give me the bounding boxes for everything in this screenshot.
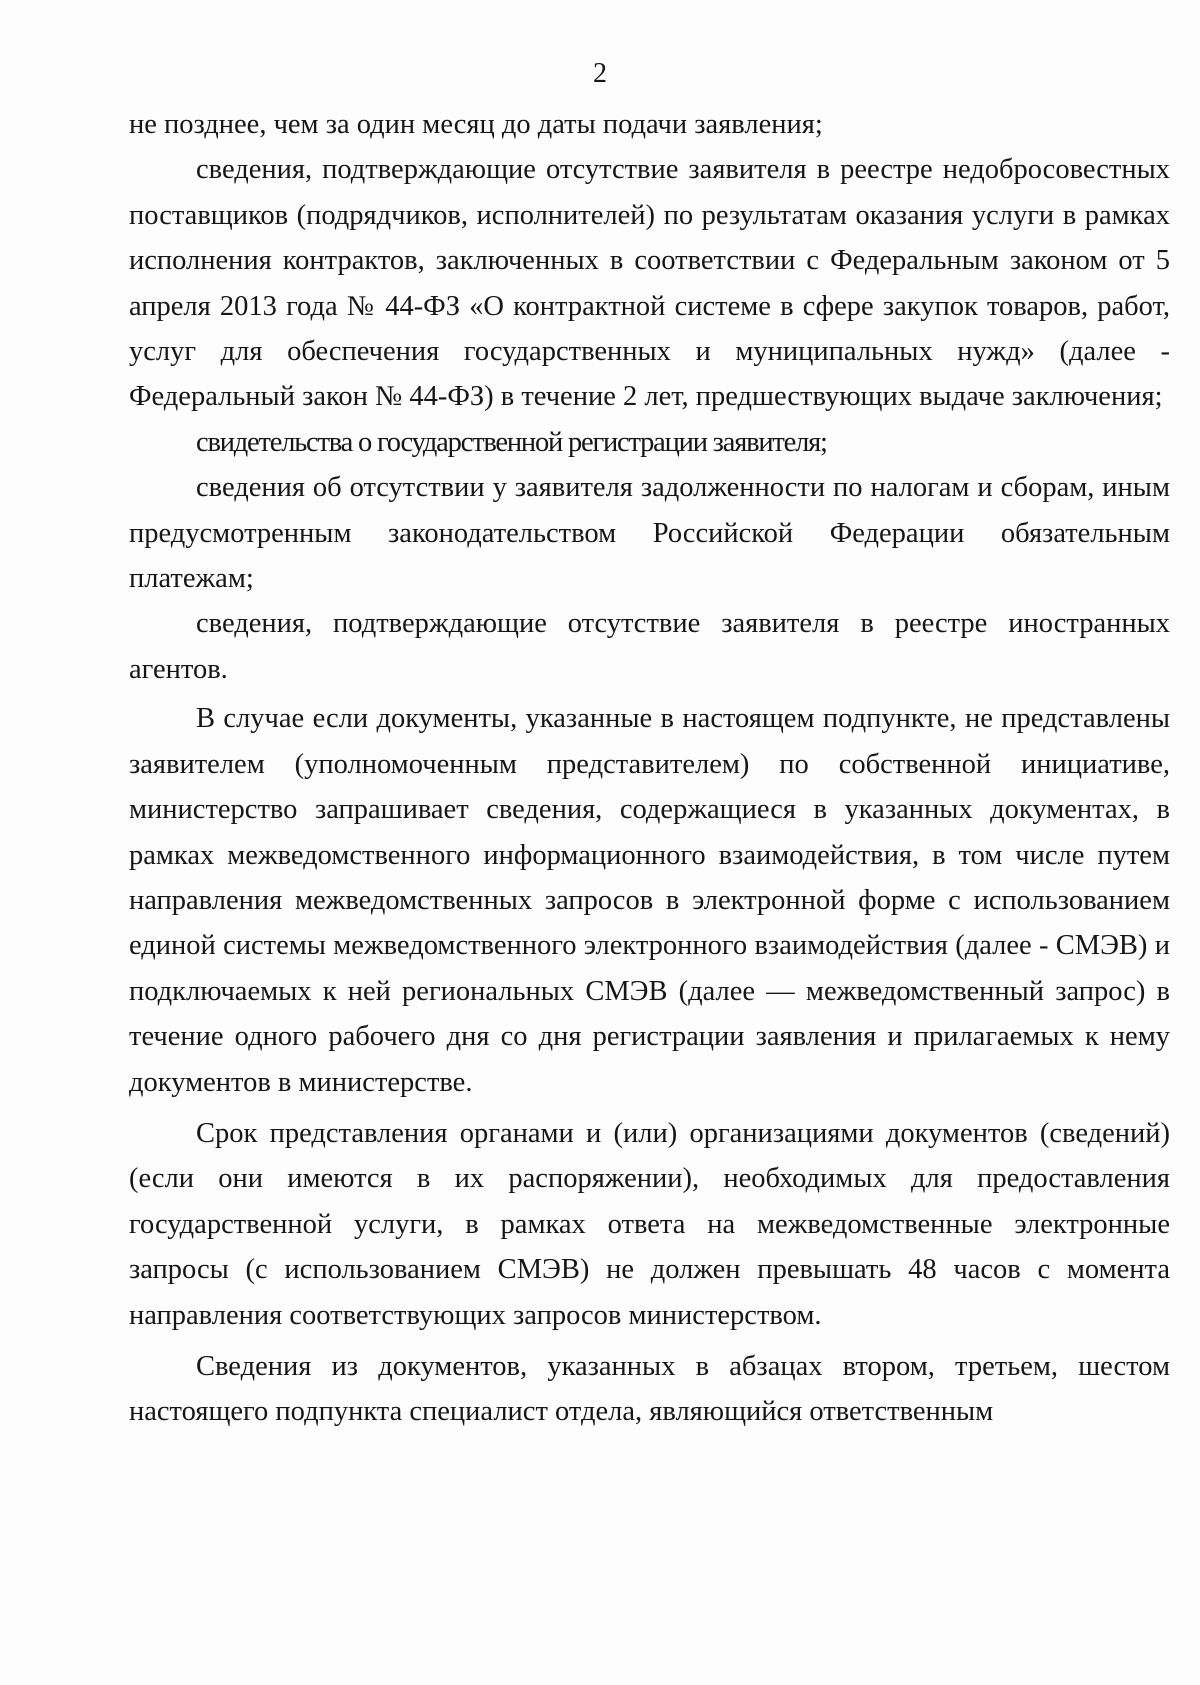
page-number: 2 <box>593 58 607 89</box>
paragraph-response-deadline: Срок представления органами и (или) организациями документов (сведений) (если они имеются в их распоряжении), необходимых для предоставления государственной услуги, в рамках ответа на межведомственные электронные запросы (с использованием СМЭВ) не должен превышать 48 часов с момента направления соответствующих запросов министерством. <box>129 1117 1170 1331</box>
paragraph-no-tax-debt: сведения об отсутствии у заявителя задолженности по налогам и сборам, иным предусмотренным законодательством Российской Федерации обязательным платежам; <box>129 472 1170 595</box>
paragraph-interagency-request: В случае если документы, указанные в настоящем подпункте, не представлены заявителем (уполномоченным представителем) по собственной инициативе, министерство запрашивает сведения, содержащиеся в указанных документах, в рамках межведомственного информационного взаимодействия, в том числе путем направления межведомственных запросов в электронной форме с использованием единой системы межведомственного электронного взаимодействия (далее - СМЭВ) и подключаемых к ней региональных СМЭВ (далее — межведомственный запрос) в течение одного рабочего дня со дня регистрации заявления и прилагаемых к нему документов в министерстве. <box>129 703 1170 1098</box>
paragraph-unscrupulous-suppliers-registry: сведения, подтверждающие отсутствие заявителя в реестре недобросовестных поставщиков (подрядчиков, исполнителей) по результатам оказания услуги в рамках исполнения контрактов, заключенных в соответствии с Федеральным законом от 5 апреля 2013 года № 44-ФЗ «О контрактной системе в сфере закупок товаров, работ, услуг для обеспечения государственных и муниципальных нужд» (далее - Федеральный закон № 44-ФЗ) в течение 2 лет, предшествующих выдаче заключения; <box>129 154 1170 413</box>
paragraph-state-registration-certificate: свидетельства о государственной регистрации заявителя; <box>196 426 827 458</box>
paragraph-deadline-continuation: не позднее, чем за один месяц до даты подачи заявления; <box>129 109 823 140</box>
paragraph-information-from-documents: Сведения из документов, указанных в абзацах втором, третьем, шестом настоящего подпункта специалист отдела, являющийся ответственным <box>129 1350 1170 1428</box>
paragraph-foreign-agents-registry: сведения, подтверждающие отсутствие заявителя в реестре иностранных агентов. <box>129 608 1170 685</box>
document-body <box>129 102 1170 1435</box>
